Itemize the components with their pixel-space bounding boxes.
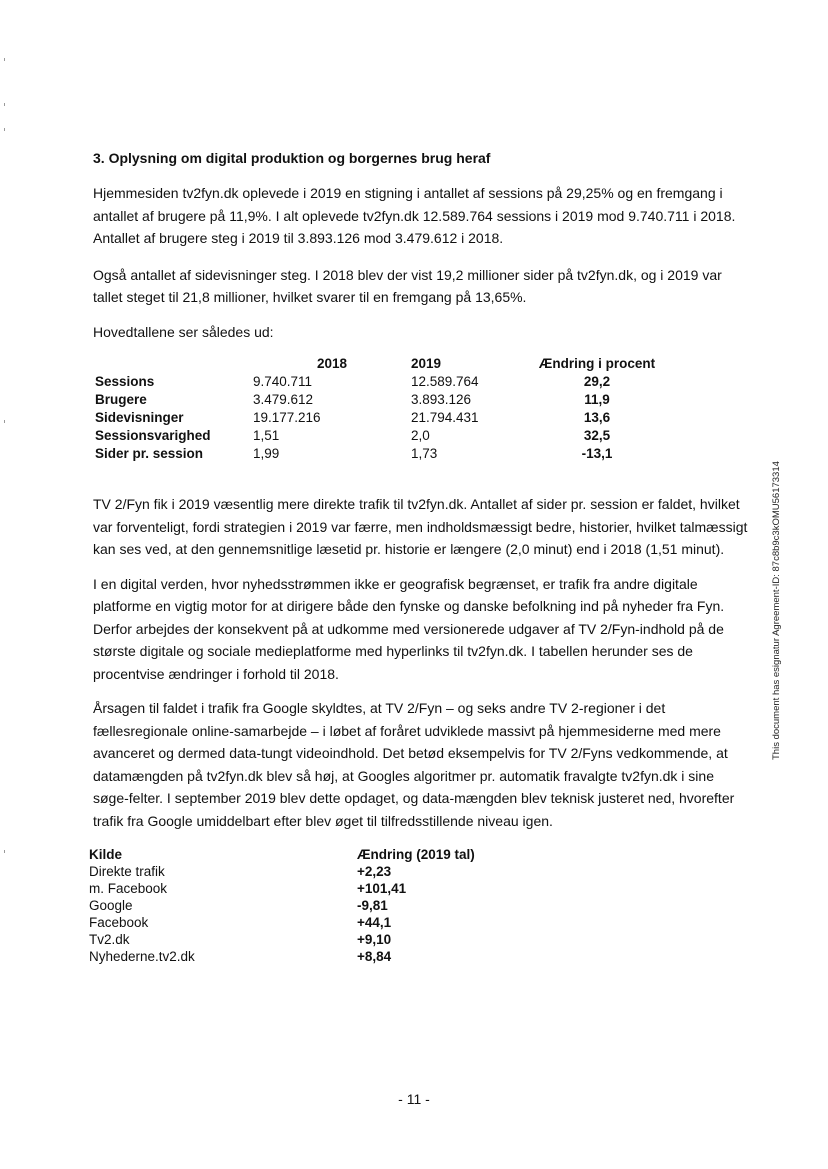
source-label: Tv2.dk xyxy=(89,932,130,947)
table-row xyxy=(95,409,667,427)
spacer xyxy=(93,463,753,493)
table-row xyxy=(89,948,475,965)
source-label: m. Facebook xyxy=(89,881,168,896)
page-content xyxy=(89,150,753,965)
paragraph-website-growth: Hjemmesiden tv2fyn.dk oplevede i 2019 en stigning i antallet af sessions på 29,25% og en fremgang i antallet af brugere på 11,9%. I alt oplevede tv2fyn.dk 12.589.764 sessions i 2019 mod 9.740.711 i 2018. Antallet af brugere steg i 2019 til 3.893.126 mod 3.479.612 i 2018. xyxy=(93,185,736,246)
esignatur-side-note: This document has esignatur Agreement-ID: 87c8b9c3kOMU56173314 xyxy=(771,461,782,760)
section-heading: 3. Oplysning om digital produktion og borgernes brug heraf xyxy=(93,150,491,166)
source-change: +8,84 xyxy=(357,949,392,964)
value-change: 11,9 xyxy=(584,392,610,407)
table-row xyxy=(89,931,475,948)
traffic-source-table xyxy=(89,846,475,965)
table-row xyxy=(95,427,667,445)
value-2019: 3.893.126 xyxy=(411,392,472,407)
table-row xyxy=(89,863,475,880)
value-2018: 9.740.711 xyxy=(253,374,313,389)
table-row xyxy=(95,373,667,391)
value-2019: 1,73 xyxy=(411,446,438,461)
key-figures-table xyxy=(95,355,667,463)
value-2019: 21.794.431 xyxy=(411,410,479,425)
table-row xyxy=(89,897,475,914)
paragraph-key-figures-intro: Hovedtallene ser således ud: xyxy=(93,323,274,340)
traffic-source-header-row xyxy=(89,846,475,863)
header-change-percent: Ændring i procent xyxy=(538,356,656,371)
table-row xyxy=(95,445,667,463)
row-label: Sessionsvarighed xyxy=(95,428,211,443)
source-change: +9,10 xyxy=(357,932,392,947)
row-label: Sider pr. session xyxy=(95,446,204,461)
paragraph-direct-traffic: TV 2/Fyn fik i 2019 væsentlig mere direkte trafik til tv2fyn.dk. Antallet af sider pr. session er faldet, hvilket var forventeligt, fordi strategien i 2019 var færre, men indholdsmæssigt bedre, historier, hvilket talmæssigt kan ses ved, at den gennemsnitlige læsetid pr. historie er længere (2,0 minut) end i 2018 (1,51 minut). xyxy=(93,496,748,557)
row-label: Sidevisninger xyxy=(95,410,184,425)
key-figures-header-row xyxy=(95,355,667,373)
table-row xyxy=(89,880,475,897)
source-change: +44,1 xyxy=(357,915,392,930)
header-metric xyxy=(95,355,253,373)
header-change-2019: Ændring (2019 tal) xyxy=(357,847,475,862)
value-2018: 1,51 xyxy=(253,428,280,443)
value-2018: 3.479.612 xyxy=(253,392,314,407)
value-change: 13,6 xyxy=(583,410,611,425)
source-change: -9,81 xyxy=(357,898,388,913)
paragraph-platforms: I en digital verden, hvor nyhedsstrømmen ikke er geografisk begrænset, er trafik fra andre digitale platforme en vigtig motor for at dirigere både den fynske og danske befolkning ind på nyheder fra Fyn. Derfor arbejdes der konsekvent på at udkomme med versionerede udgaver af TV 2/Fyn-indhold på de største digitale og sociale medieplatforme med hyperlinks til tv2fyn.dk. I tabellen herunder ses de procentvise ændringer i forhold til 2018. xyxy=(93,575,725,682)
paragraph-pageviews: Også antallet af sidevisninger steg. I 2018 blev der vist 19,2 millioner sider på tv2fyn.dk, og i 2019 var tallet steget til 21,8 millioner, hvilket svarer til en fremgang på 13,65%. xyxy=(93,266,722,305)
source-label: Nyhederne.tv2.dk xyxy=(89,949,195,964)
scan-mark xyxy=(4,420,5,423)
source-label: Direkte trafik xyxy=(89,864,165,879)
value-2019: 12.589.764 xyxy=(411,374,479,389)
scan-mark xyxy=(4,58,5,61)
header-2018: 2018 xyxy=(316,356,348,371)
header-source: Kilde xyxy=(89,847,123,862)
source-change: +2,23 xyxy=(357,864,392,879)
value-2018: 1,99 xyxy=(253,446,280,461)
value-2018: 19.177.216 xyxy=(253,410,321,425)
value-change: -13,1 xyxy=(581,446,613,461)
value-change: 29,2 xyxy=(583,374,611,389)
scan-mark xyxy=(4,103,5,106)
value-2019: 2,0 xyxy=(411,428,430,443)
source-label: Facebook xyxy=(89,915,149,930)
page-number: - 11 - xyxy=(398,1091,430,1107)
table-row xyxy=(95,391,667,409)
source-change: +101,41 xyxy=(357,881,407,896)
row-label: Sessions xyxy=(95,374,155,389)
scan-mark xyxy=(4,850,5,853)
scan-mark xyxy=(4,128,5,131)
paragraph-google-traffic: Årsagen til faldet i trafik fra Google skyldtes, at TV 2/Fyn – og seks andre TV 2-regioner i det fællesregionale online-samarbejde – i løbet af foråret udviklede massivt på hjemmesiderne med mere avanceret og dermed data-tungt videoindhold. Det betød eksempelvis for TV 2/Fyns vedkommende, at datamængden på tv2fyn.dk blev så høj, at Googles algoritmer pr. automatik fravalgte tv2fyn.dk i sine søge-felter. I september 2019 blev dette opdaget, og data-mængden blev teknisk justeret ned, hvorefter trafik fra Google umiddelbart efter blev øget til tilfredsstillende niveau igen. xyxy=(93,700,735,829)
value-change: 32,5 xyxy=(583,428,611,443)
row-label: Brugere xyxy=(95,392,147,407)
table-row xyxy=(89,914,475,931)
source-label: Google xyxy=(89,898,133,913)
header-2019: 2019 xyxy=(411,356,442,371)
